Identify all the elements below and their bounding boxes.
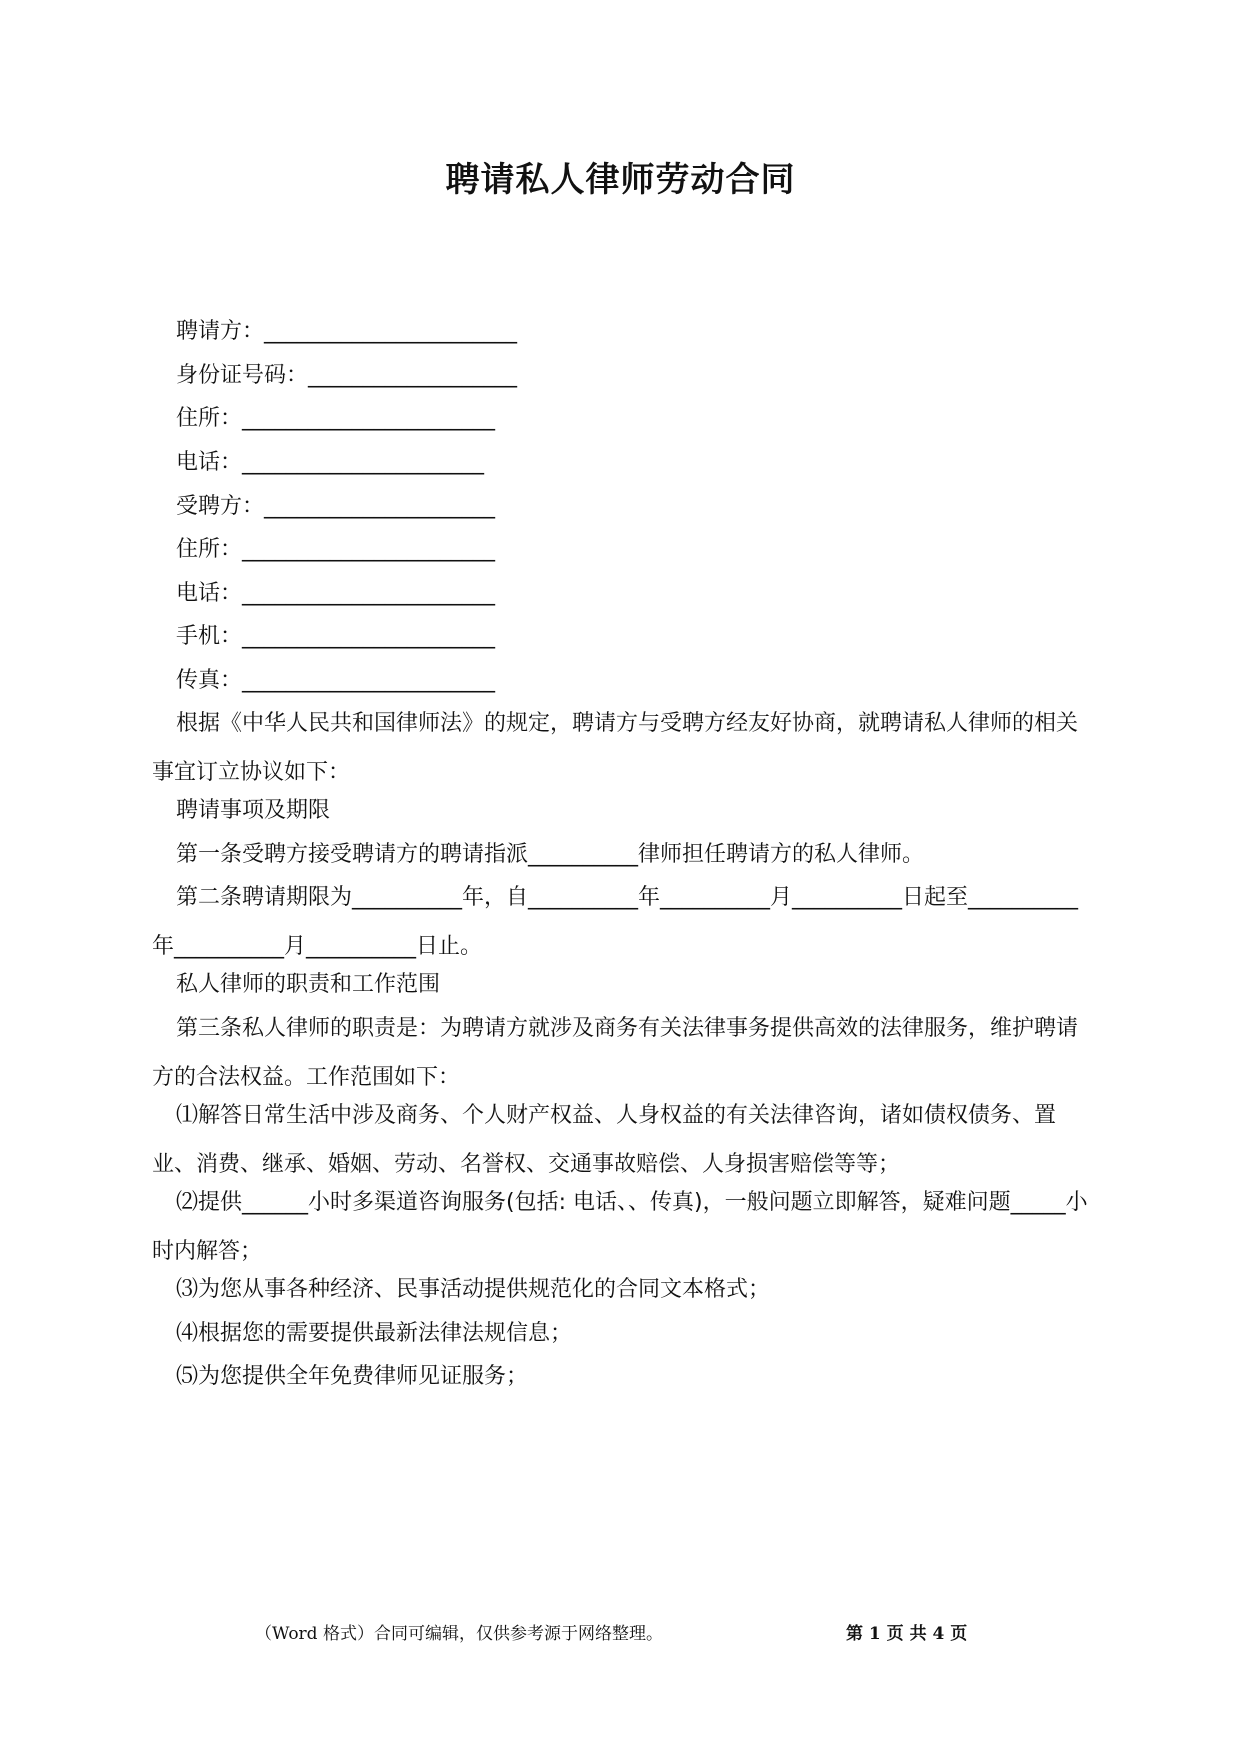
article-3: 第三条私人律师的职责是：为聘请方就涉及商务有关法律事务提供高效的法律服务，维护聘请方的合法权益。工作范围如下： xyxy=(152,1016,1079,1090)
item-3: ⑶为您从事各种经济、民事活动提供规范化的合同文本格式； xyxy=(176,1277,771,1302)
item-1: ⑴解答日常生活中涉及商务、个人财产权益、人身权益的有关法律咨询，诸如债权债务、置业、消费、继承、婚姻、劳动、名誉权、交通事故赔偿、人身损害赔偿等等； xyxy=(152,1103,1057,1177)
field-employer-address: 住所：_______________________ xyxy=(176,406,496,431)
field-employer: 聘请方：_______________________ xyxy=(176,319,518,344)
section-heading-duties: 私人律师的职责和工作范围 xyxy=(176,972,441,997)
article-2: 第二条聘请期限为__________年，自__________年__________月__________日起至__________年__________月__________日止。 xyxy=(152,885,1079,959)
item-5: ⑸为您提供全年免费律师见证服务； xyxy=(176,1364,529,1389)
section-heading-engagement: 聘请事项及期限 xyxy=(176,798,331,823)
footer-note: （Word 格式）合同可编辑，仅供参考源于网络整理。 xyxy=(255,1624,663,1644)
article-1: 第一条受聘方接受聘请方的聘请指派__________律师担任聘请方的私人律师。 xyxy=(176,842,925,867)
field-employee-address: 住所：_______________________ xyxy=(176,537,496,562)
document-title: 聘请私人律师劳动合同 xyxy=(445,160,796,200)
field-employer-phone: 电话：______________________ xyxy=(176,450,485,475)
paragraph-preamble: 根据《中华人民共和国律师法》的规定，聘请方与受聘方经友好协商，就聘请私人律师的相关事宜订立协议如下： xyxy=(152,711,1079,785)
field-fax: 传真：_______________________ xyxy=(176,668,496,693)
page-number: 第 1 页 共 4 页 xyxy=(846,1624,968,1644)
field-id-number: 身份证号码：___________________ xyxy=(176,363,518,388)
field-employee-phone: 电话：_______________________ xyxy=(176,581,496,606)
item-4: ⑷根据您的需要提供最新法律法规信息； xyxy=(176,1321,573,1346)
field-employee: 受聘方：_____________________ xyxy=(176,494,496,519)
field-mobile: 手机：_______________________ xyxy=(176,624,496,649)
item-2: ⑵提供______小时多渠道咨询服务(包括: 电话、、传真)，一般问题立即解答，疑难问题_____小时内解答； xyxy=(152,1190,1088,1264)
